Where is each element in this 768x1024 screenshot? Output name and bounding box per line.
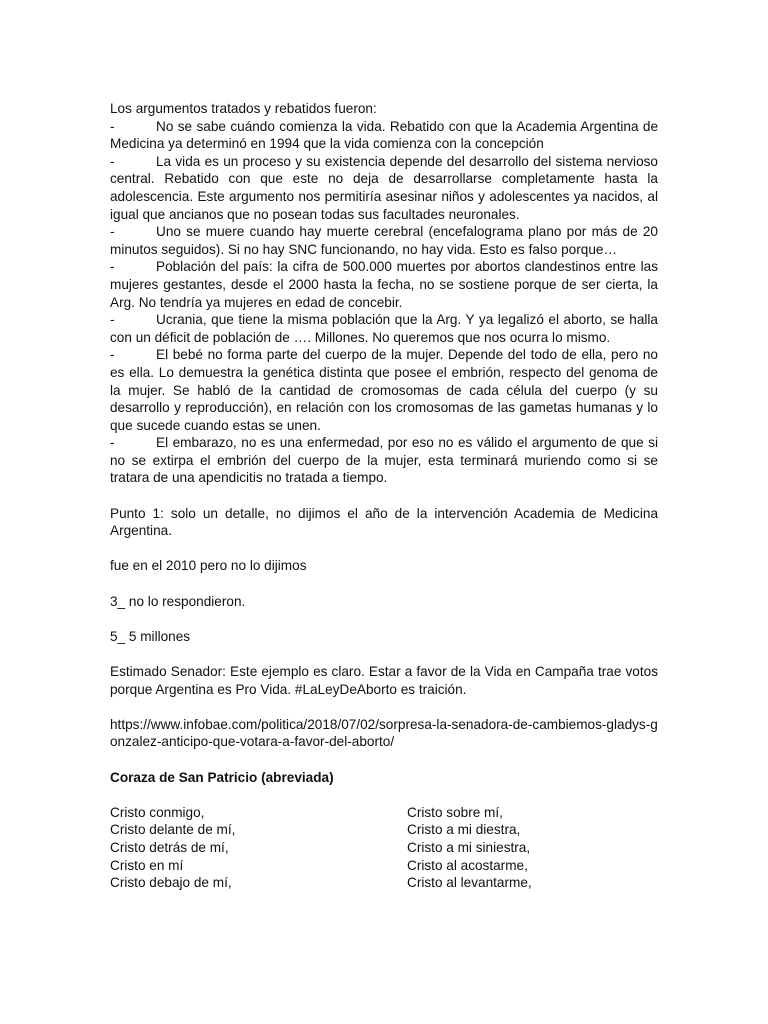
prayer-line: Cristo conmigo, [110, 804, 205, 820]
dash-marker: - [110, 153, 115, 169]
prayer-right-column [407, 804, 658, 892]
intro-line: Los argumentos tratados y rebatidos fueron: [110, 101, 377, 116]
dash-marker: - [110, 435, 115, 451]
argument-item-7 [110, 434, 658, 487]
prayer-title: Coraza de San Patricio (abreviada) [110, 769, 334, 785]
argument-item-6 [110, 346, 658, 434]
punto-1-note: Punto 1: solo un detalle, no dijimos el año de la intervención Academia de Medicina Argentina. [110, 505, 658, 539]
prayer-line: Cristo al acostarme, [407, 857, 528, 873]
prayer-line: Cristo sobre mí, [407, 804, 503, 820]
prayer-line: Cristo a mi siniestra, [407, 839, 531, 855]
argument-item-4 [110, 258, 658, 311]
prayer-left-column [110, 804, 407, 892]
prayer-columns [110, 804, 658, 892]
argument-text: La vida es un proceso y su existencia depende del desarrollo del sistema nervioso central. Rebatido con que este no deja de desarrollarse completamente hasta la adolescencia. Este argumento nos permitiría asesinar niños y adolescentes ya nacidos, al igual que ancianos que no posean todas sus facultades neuronales. [110, 153, 658, 222]
dash-marker: - [110, 224, 115, 240]
argument-item-1 [110, 118, 658, 153]
argument-item-5 [110, 311, 658, 346]
document-body [110, 100, 658, 892]
prayer-line: Cristo detrás de mí, [110, 839, 229, 855]
argument-text: No se sabe cuándo comienza la vida. Rebatido con que la Academia Argentina de Medicina ya determinó en 1994 que la vida comienza con la concepción [110, 118, 658, 152]
prayer-line: Cristo delante de mí, [110, 822, 236, 838]
prayer-line: Cristo al levantarme, [407, 875, 532, 891]
news-link[interactable]: https://www.infobae.com/politica/2018/07/02/sorpresa-la-senadora-de-cambiemos-gladys-gonzalez-anticipo-que-votara-a-favor-del-aborto/ [110, 716, 658, 750]
point-3-note: 3_ no lo respondieron. [110, 593, 246, 609]
argument-item-3 [110, 223, 658, 258]
prayer-line: Cristo a mi diestra, [407, 822, 521, 838]
dash-marker: - [110, 118, 115, 134]
year-note: fue en el 2010 pero no lo dijimos [110, 558, 307, 574]
argument-text: Población del país: la cifra de 500.000 muertes por abortos clandestinos entre las mujeres gestantes, desde el 2000 hasta la fecha, no se sostiene porque de ser cierta, la Arg. No tendría ya mujeres en edad de concebir. [110, 259, 658, 310]
point-5-note: 5_ 5 millones [110, 628, 191, 644]
argument-text: Ucrania, que tiene la misma población que la Arg. Y ya legalizó el aborto, se halla con un déficit de población de …. Millones. No queremos que nos ocurra lo mismo. [110, 312, 658, 345]
argument-text: El embarazo, no es una enfermedad, por eso no es válido el argumento de que si no se extirpa el embrión del cuerpo de la mujer, esta terminará muriendo como si se tratara de una apendicitis no tratada a tiempo. [110, 435, 658, 486]
prayer-line: Cristo debajo de mí, [110, 875, 232, 891]
dash-marker: - [110, 347, 115, 363]
prayer-line: Cristo en mí [110, 857, 184, 873]
dash-marker: - [110, 312, 115, 328]
argument-text: Uno se muere cuando hay muerte cerebral (encefalograma plano por más de 20 minutos seguidos). Si no hay SNC funcionando, no hay vida. Esto es falso porque… [110, 224, 658, 257]
argument-item-2 [110, 153, 658, 223]
senator-message: Estimado Senador: Este ejemplo es claro. Estar a favor de la Vida en Campaña trae votos porque Argentina es Pro Vida. #LaLeyDeAborto es traición. [110, 664, 658, 697]
argument-text: El bebé no forma parte del cuerpo de la mujer. Depende del todo de ella, pero no es ella. Lo demuestra la genética distinta que posee el embrión, respecto del genoma de la mujer. Se habló de la cantidad de cromosomas de cada célula del cuerpo (y su desarrollo y reproducción), en relación con los cromosomas de las gametas humanas y lo que sucede cuando estas se unen. [110, 347, 658, 433]
dash-marker: - [110, 259, 115, 275]
